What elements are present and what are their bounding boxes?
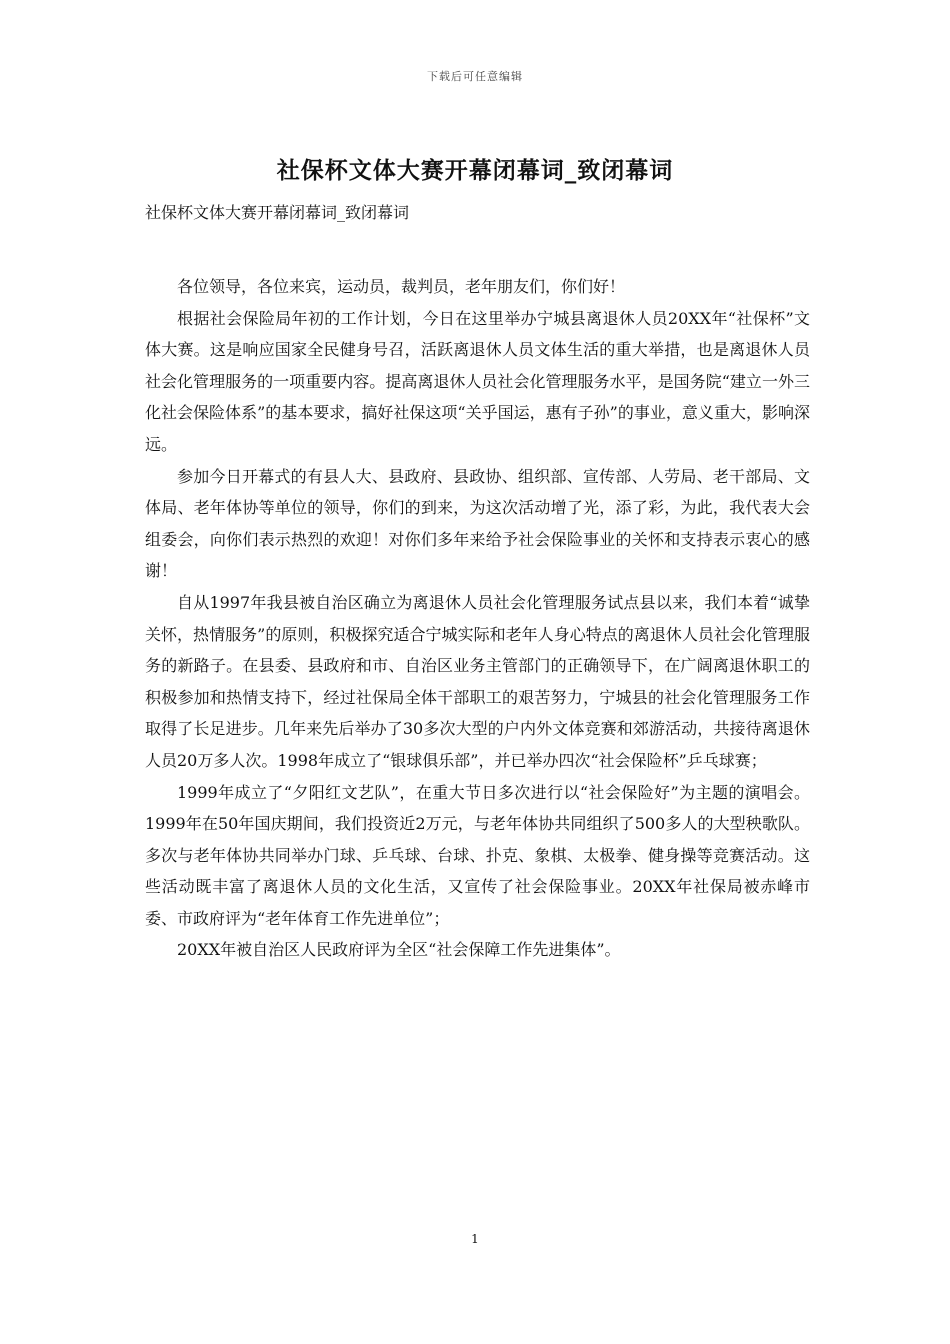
paragraph-history: 自从1997年我县被自治区确立为离退休人员社会化管理服务试点县以来，我们本着“诚挚关怀，热情服务”的原则，积极探究适合宁城实际和老年人身心特点的离退休人员社会化管理服务的新路子。在县委、县政府和市、自治区业务主管部门的正确领导下，在广阔离退休职工的积极参加和热情支持下，经过社保局全体干部职工的艰苦努力，宁城县的社会化管理服务工作取得了长足进步。几年来先后举办了30多次大型的户内外文体竞赛和郊游活动，共接待离退休人员20万多人次。1998年成立了“银球俱乐部”，并已举办四次“社会保险杯”乒乓球赛； [145, 592, 810, 770]
page-number: 1 [471, 1232, 479, 1246]
paragraph-welcome: 参加今日开幕式的有县人大、县政府、县政协、组织部、宣传部、人劳局、老干部局、文体局、老年体协等单位的领导，你们的到来，为这次活动增了光，添了彩，为此，我代表大会组委会，向你们表示热烈的欢迎！对你们多年来给予社会保险事业的关怀和支持表示衷心的感谢！ [145, 466, 810, 581]
document-body [145, 271, 810, 966]
paragraph-work-plan: 根据社会保险局年初的工作计划，今日在这里举办宁城县离退休人员20XX年“社保杯”文体大赛。这是响应国家全民健身号召，活跃离退休人员文体生活的重大举措，也是离退休人员社会化管理服务的一项重要内容。提高离退休人员社会化管理服务水平，是国务院“建立一外三化社会保险体系”的基本要求，搞好社保这项“关乎国运，惠有子孙”的事业，意义重大，影响深远。 [145, 308, 810, 454]
header-note: 下载后可任意编辑 [427, 70, 523, 83]
paragraph-activities: 1999年成立了“夕阳红文艺队”，在重大节日多次进行以“社会保险好”为主题的演唱会。1999年在50年国庆期间，我们投资近2万元，与老年体协共同组织了500多人的大型秧歌队。多次与老年体协共同举办门球、乒乓球、台球、扑克、象棋、太极拳、健身操等竞赛活动。这些活动既丰富了离退休人员的文化生活，又宣传了社会保险事业。20XX年社保局被赤峰市委、市政府评为“老年体育工作先进单位”； [145, 782, 810, 928]
paragraph-greeting: 各位领导，各位来宾，运动员，裁判员，老年朋友们，你们好！ [177, 277, 626, 296]
document-subtitle: 社保杯文体大赛开幕闭幕词_致闭幕词 [145, 203, 410, 222]
document-title: 社保杯文体大赛开幕闭幕词_致闭幕词 [276, 157, 674, 184]
paragraph-award: 20XX年被自治区人民政府评为全区“社会保障工作先进集体”。 [177, 940, 621, 960]
